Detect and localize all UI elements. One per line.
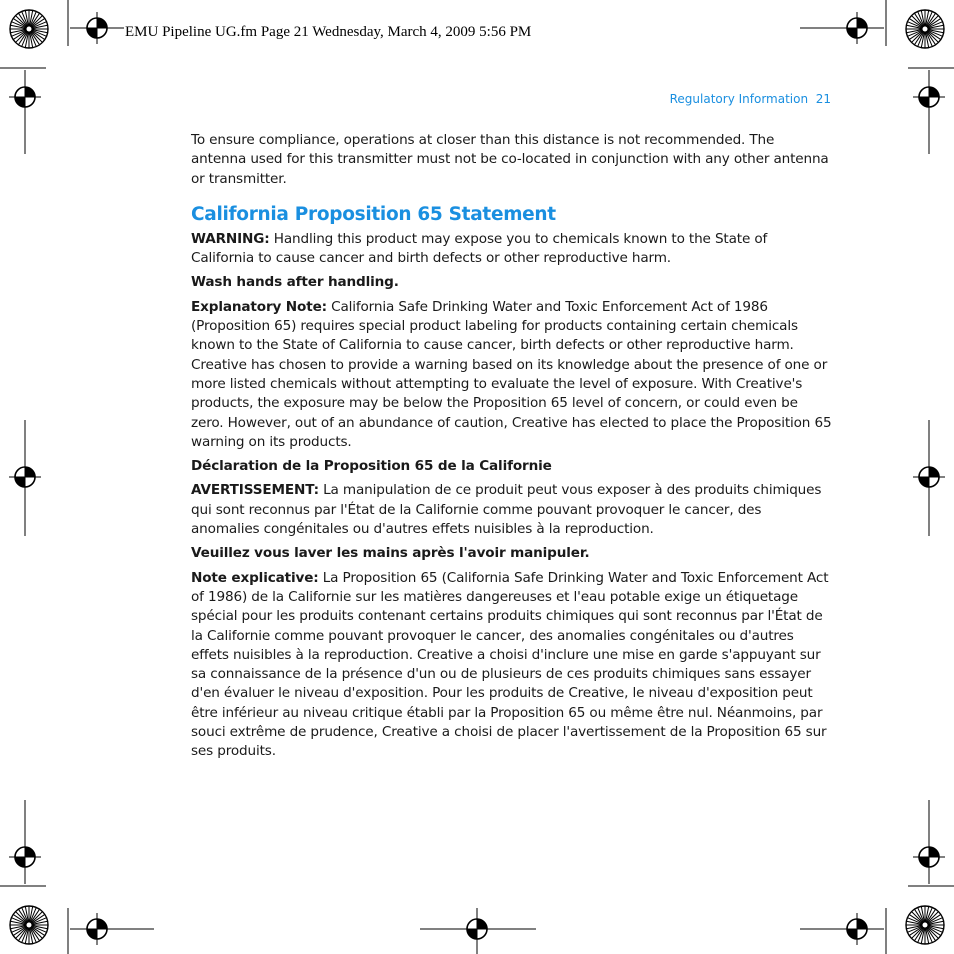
explanatory-note-paragraph bbox=[191, 298, 833, 452]
page-number: 21 bbox=[815, 92, 831, 106]
page-body bbox=[191, 131, 833, 767]
avertissement-label: AVERTISSEMENT: bbox=[191, 482, 319, 499]
note-explicative-label: Note explicative: bbox=[191, 569, 319, 586]
french-wash-hands-notice bbox=[191, 544, 833, 563]
note-explicative-text: La Proposition 65 (California Safe Drinking Water and Toxic Enforcement Act of 1986) de la Californie sur les matières dangereuses et l'eau potable exige un étiquetage spécial pour les produits contenant certains produits chimiques qui sont reconnus par l'État de la Californie comme pouvant provoquer le cancer, des anomalies congénitales ou d'autres effets nuisibles à la reproduction. Creative a choisi d'inclure une mise en garde s'appuyant sur sa connaissance de la présence d'un ou de plusieurs de ces produits chimiques sans essayer d'en évaluer le niveau d'exposition. Pour les produits de Creative, le niveau d'exposition peut être inférieur au niveau critique établi par la Proposition 65 ou même être nul. Néanmoins, par souci extrême de prudence, Creative a choisi de placer l'avertissement de la Proposition 65 sur ses produits. bbox=[191, 569, 829, 760]
running-head bbox=[670, 92, 831, 106]
wash-hands-text: Wash hands after handling. bbox=[191, 274, 399, 291]
english-warning-paragraph bbox=[191, 230, 833, 269]
wash-hands-notice bbox=[191, 273, 833, 292]
french-heading-paragraph bbox=[191, 457, 833, 476]
warning-label: WARNING: bbox=[191, 230, 270, 247]
french-heading: Déclaration de la Proposition 65 de la Californie bbox=[191, 458, 552, 475]
warning-text: Handling this product may expose you to chemicals known to the State of California to cause cancer and birth defects or other reproductive harm. bbox=[191, 230, 768, 267]
explanatory-note-text: California Safe Drinking Water and Toxic Enforcement Act of 1986 (Proposition 65) requires special product labeling for products containing certain chemicals known to the State of California to cause cancer, birth defects or other reproductive harm. Creative has chosen to provide a warning based on its knowledge about the presence of one or more listed chemicals without attempting to evaluate the level of exposure. With Creative's products, the exposure may be below the Proposition 65 level of concern, or could even be zero. However, out of an abundance of caution, Creative has elected to place the Proposition 65 warning on its products. bbox=[191, 298, 832, 450]
french-warning-paragraph bbox=[191, 481, 833, 539]
avertissement-text: La manipulation de ce produit peut vous exposer à des produits chimiques qui sont reconnus par l'État de la Californie comme pouvant provoquer le cancer, des anomalies congénitales ou d'autres effets nuisibles à la reproduction. bbox=[191, 482, 822, 538]
intro-paragraph: To ensure compliance, operations at closer than this distance is not recommended. The antenna used for this transmitter must not be co-located in conjunction with any other antenna or transmitter. bbox=[191, 132, 829, 187]
note-explicative-paragraph bbox=[191, 569, 833, 762]
section-heading: California Proposition 65 Statement bbox=[191, 203, 556, 225]
print-slug: EMU Pipeline UG.fm Page 21 Wednesday, March 4, 2009 5:56 PM bbox=[125, 24, 532, 40]
running-head-section: Regulatory Information bbox=[669, 92, 809, 106]
french-wash-hands-text: Veuillez vous laver les mains après l'avoir manipuler. bbox=[191, 545, 590, 562]
explanatory-note-label: Explanatory Note: bbox=[191, 298, 327, 315]
